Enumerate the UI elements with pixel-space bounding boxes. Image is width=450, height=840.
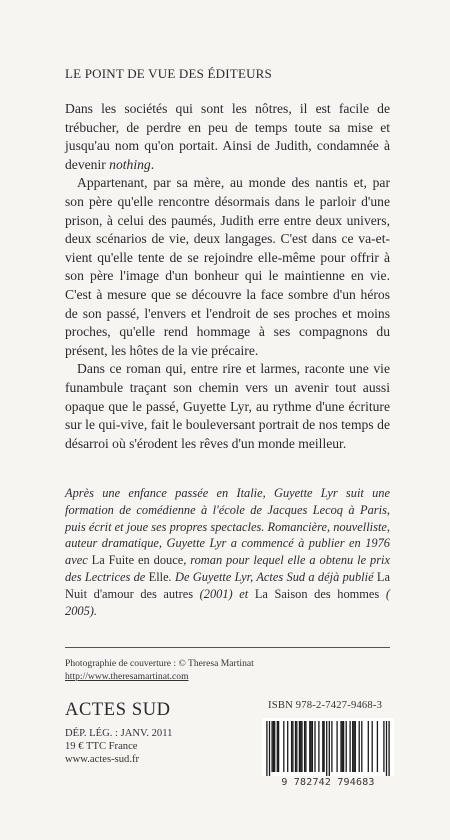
- price: 19 € TTC France: [65, 740, 138, 752]
- barcode-bar: [372, 721, 373, 772]
- barcode-bar: [292, 721, 293, 772]
- publisher-name: ACTES SUD: [65, 700, 171, 720]
- legal-info: [65, 728, 172, 766]
- bio-text-3: . De Guyette Lyr, Actes Sud a déjà publié: [168, 569, 377, 584]
- barcode-bar: [336, 721, 337, 772]
- barcode-bar: [388, 721, 389, 776]
- barcode-bar: [368, 721, 369, 772]
- barcode-bar: [383, 721, 384, 772]
- barcode-bar: [299, 721, 300, 772]
- barcode-bar: [323, 721, 324, 772]
- barcode-bar: [343, 721, 344, 772]
- barcode-bar: [305, 721, 306, 772]
- barcode-bar: [353, 721, 354, 772]
- barcode-bar: [329, 721, 330, 776]
- barcode-bar: [277, 721, 278, 772]
- barcode-bar: [386, 721, 387, 776]
- blurb-paragraph-2: Appartenant, par sa mère, au monde des nantis et, par son père qu'elle rencontre désormais dans le parloir d'une prison, à celui des paumés, Judith erre entre deux univers, deux scénarios de vie, deux langages. C'est dans ce va-et-vient qu'elle tente de se rejoindre elle-même pour offrir à son père l'image d'un bonheur qui le maintienne en vie. C'est à mesure que se découvre la face sombre d'un héros de son passé, l'envers et l'endroit de ses proches et moins proches, qu'elle rend hommage à ses compagnons du présent, les hôtes de la vie précaire.: [65, 175, 390, 358]
- barcode: [262, 718, 394, 776]
- photographer-link[interactable]: http://www.theresamartinat.com: [65, 671, 189, 682]
- barcode-bar: [273, 721, 274, 772]
- barcode-bar: [346, 721, 347, 772]
- blurb: [65, 100, 390, 453]
- barcode-bar: [342, 721, 343, 772]
- bio-title-2: Elle: [148, 569, 169, 584]
- barcode-bar: [355, 721, 356, 772]
- barcode-bar: [352, 721, 353, 772]
- barcode-bar: [269, 721, 270, 776]
- barcode-bar: [331, 721, 332, 772]
- barcode-bar: [266, 721, 267, 776]
- barcode-bar: [318, 721, 319, 772]
- barcode-bar: [326, 721, 327, 776]
- barcode-bar: [301, 721, 302, 772]
- publisher-website: www.actes-sud.fr: [65, 753, 140, 765]
- barcode-bar: [287, 721, 288, 772]
- bio-title-4: La Saison des hommes: [254, 586, 380, 601]
- blurb-p1-text: Dans les sociétés qui sont les nôtres, il est facile de trébucher, de perdre en peu de temps toute sa mise et jusqu'au nom qu'on portait. Ainsi de Judith, condamnée à devenir: [65, 101, 390, 172]
- barcode-bar: [274, 721, 275, 772]
- bio-title-3: La Nuit d'amour des autres: [65, 569, 390, 601]
- barcode-digits: 9 782742 794683: [281, 777, 375, 788]
- barcode-bar: [322, 721, 323, 772]
- legal-deposit: DÉP. LÉG. : JANV. 2011: [65, 728, 173, 739]
- barcode-bar: [361, 721, 362, 772]
- barcode-bar: [359, 721, 360, 772]
- barcode-bar: [296, 721, 297, 772]
- bio-text-1: Après une enfance passée en Italie, Guyette Lyr suit une formation de comédienne à l'école de Jacques Lecoq à Paris, puis écrit et joue ses propres spectacles. Romancière, nouvelliste, auteur dramatique, Guyette Lyr a commencé à publier en 1976 avec: [65, 486, 390, 568]
- bio-text-4: (2001) et: [193, 586, 255, 601]
- blurb-p1-emphasis: nothing: [109, 156, 151, 172]
- section-heading: LE POINT DE VUE DES ÉDITEURS: [65, 66, 272, 81]
- barcode-bar: [278, 721, 279, 772]
- blurb-paragraph-1: [65, 100, 390, 174]
- bio-title-1: La Fuite en douce: [91, 553, 184, 568]
- bio-text-2: , roman pour lequel elle a obtenu le prix des Lectrices de: [65, 553, 390, 584]
- barcode-bar: [340, 721, 341, 772]
- author-bio: [65, 485, 390, 619]
- barcode-bar: [309, 721, 310, 772]
- blurb-paragraph-3: Dans ce roman qui, entre rire et larmes, raconte une vie funambule traçant son chemin vers un avenir tout aussi opaque que le passé, Guyette Lyr, au rythme d'une écriture sur le qui-vive, fait le bouleversant portrait de nos temps de désarroi où s'érodent les rêves d'un monde meilleur.: [65, 361, 390, 451]
- photo-credit: [65, 657, 254, 683]
- photo-credit-text: Photographie de couverture : © Theresa Martinat: [65, 658, 254, 669]
- barcode-bar: [283, 721, 284, 772]
- barcode-bar: [300, 721, 301, 772]
- barcode-bar: [377, 721, 378, 772]
- isbn: ISBN 978-2-7427-9468-3: [268, 700, 383, 711]
- barcode-bar: [312, 721, 313, 772]
- barcode-bar: [271, 721, 272, 772]
- bio-text-5: ( 2005).: [65, 586, 390, 618]
- barcode-bar: [304, 721, 305, 772]
- barcode-bar: [314, 721, 315, 772]
- barcode-bar: [349, 721, 350, 772]
- divider: [65, 647, 390, 648]
- blurb-p1-end: .: [150, 156, 155, 172]
- barcode-bar: [291, 721, 292, 772]
- barcode-bar: [295, 721, 296, 772]
- barcode-bar: [310, 721, 311, 772]
